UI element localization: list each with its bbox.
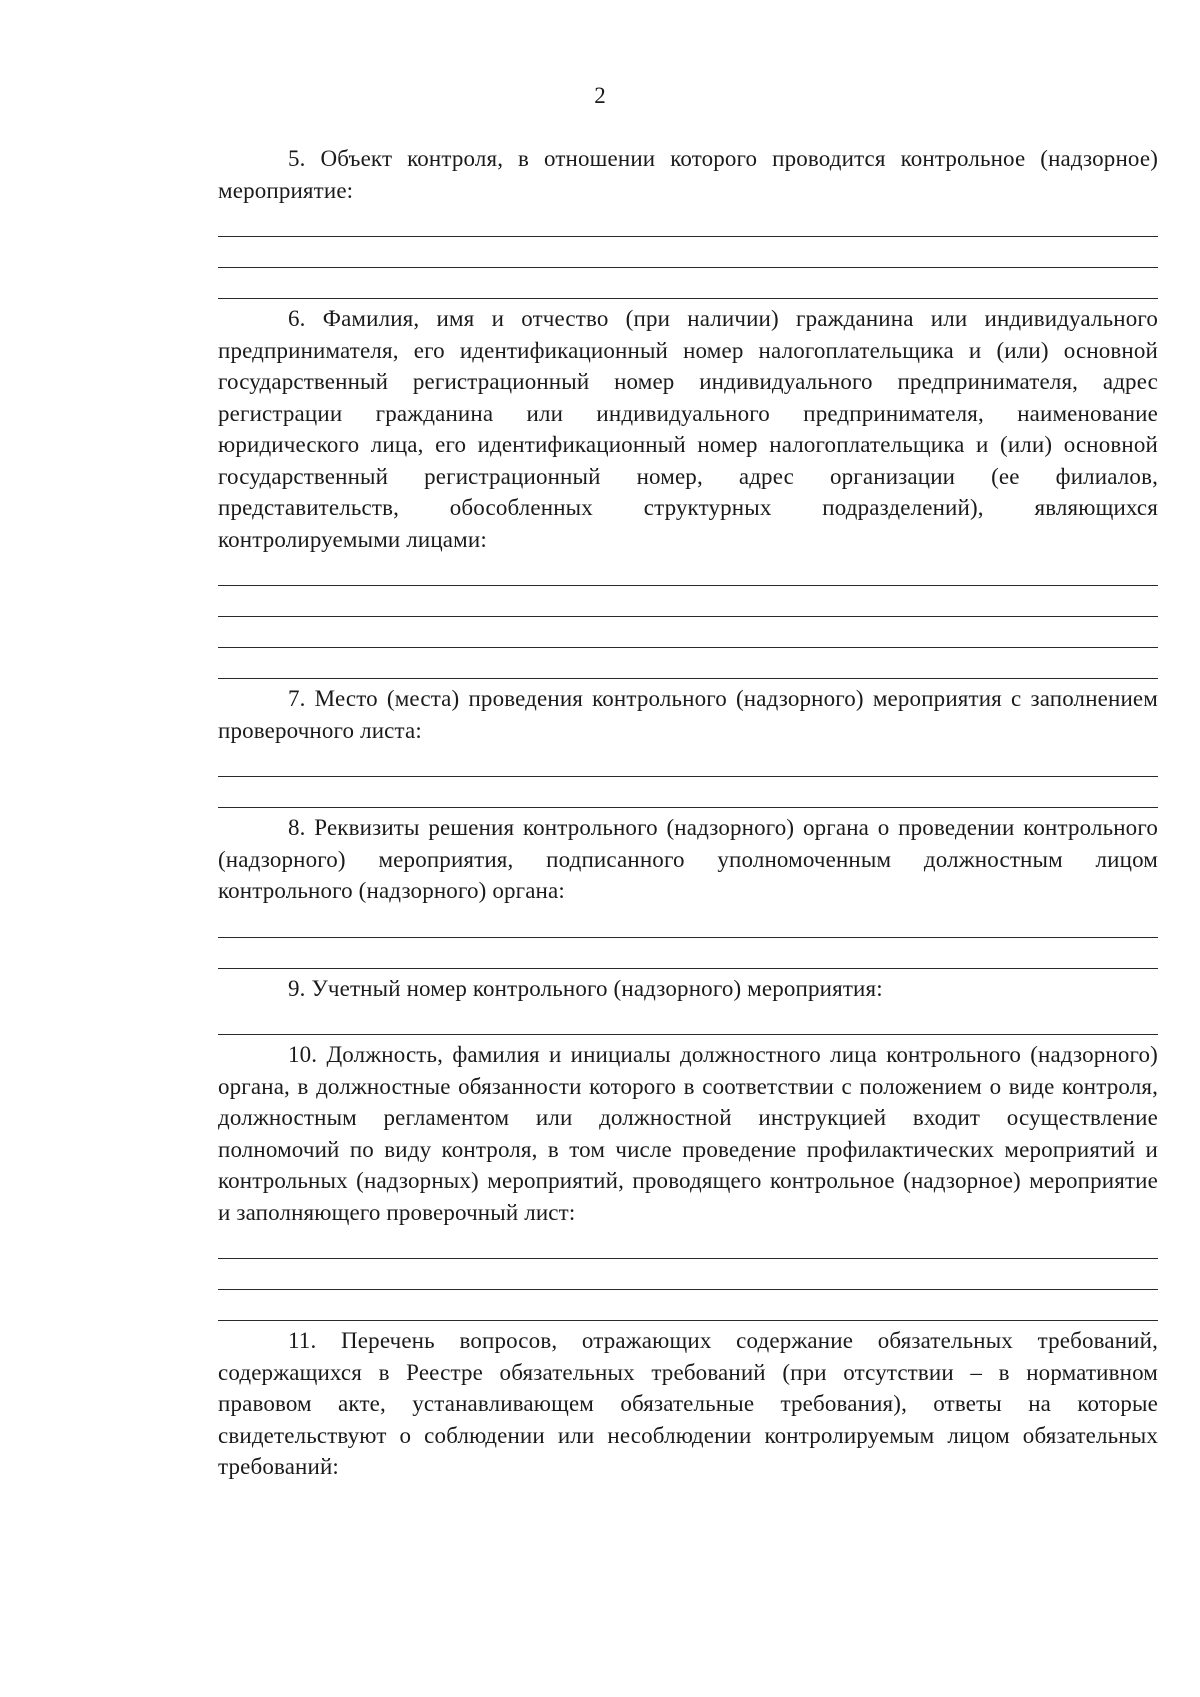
fill-line[interactable] <box>218 1259 1158 1290</box>
section-9-text: 9. Учетный номер контрольного (надзорного) мероприятия: <box>288 975 883 1001</box>
fill-line[interactable] <box>218 555 1158 586</box>
form-sections <box>218 143 1158 1483</box>
section-11-text: 11. Перечень вопросов, отражающих содержание обязательных требований, содержащихся в Реестре обязательных требований (при отсутствии – в нормативном правовом акте, устанавливающем обязательные требования), ответы на которые свидетельствуют о соблюдении или несоблюдении контролируемым лицом обязательных требований: <box>218 1328 1158 1479</box>
fill-line[interactable] <box>218 586 1158 617</box>
section-6 <box>218 303 1158 679</box>
section-7-fill-lines[interactable] <box>218 746 1158 808</box>
section-6-text: 6. Фамилия, имя и отчество (при наличии) гражданина или индивидуального предпринимателя, его идентификационный номер налогоплательщика и (или) основной государственный регистрационный номер индивидуального предпринимателя, адрес регистрации гражданина или индивидуального предпринимателя, наименование юридического лица, его идентификационный номер налогоплательщика и (или) основной государственный регистрационный номер, адрес организации (ее филиалов, представительств, обособленных структурных подразделений), являющихся контролируемыми лицами: <box>218 306 1158 552</box>
section-5-fill-lines[interactable] <box>218 206 1158 299</box>
section-8 <box>218 812 1158 969</box>
section-6-fill-lines[interactable] <box>218 555 1158 679</box>
fill-line[interactable] <box>218 1228 1158 1259</box>
section-9-fill-lines[interactable] <box>218 1004 1158 1035</box>
fill-line[interactable] <box>218 1290 1158 1321</box>
fill-line[interactable] <box>218 1004 1158 1035</box>
section-9 <box>218 973 1158 1036</box>
fill-line[interactable] <box>218 777 1158 808</box>
section-8-fill-lines[interactable] <box>218 907 1158 969</box>
section-11 <box>218 1325 1158 1483</box>
section-10-text: 10. Должность, фамилия и инициалы должностного лица контрольного (надзорного) органа, в должностные обязанности которого в соответствии с положением о виде контроля, должностным регламентом или должностной инструкцией входит осуществление полномочий по виду контроля, в том числе проведение профилактических мероприятий и контрольных (надзорных) мероприятий, проводящего контрольное (надзорное) мероприятие и заполняющего проверочный лист: <box>218 1042 1158 1225</box>
section-7-text: 7. Место (места) проведения контрольного (надзорного) мероприятия с заполнением проверочного листа: <box>218 686 1158 743</box>
page-number: 2 <box>594 83 606 108</box>
fill-line[interactable] <box>218 648 1158 679</box>
fill-line[interactable] <box>218 268 1158 299</box>
fill-line[interactable] <box>218 907 1158 938</box>
section-8-text: 8. Реквизиты решения контрольного (надзорного) органа о проведении контрольного (надзорного) мероприятия, подписанного уполномоченным должностным лицом контрольного (надзорного) органа: <box>218 815 1158 903</box>
section-10 <box>218 1039 1158 1321</box>
section-10-fill-lines[interactable] <box>218 1228 1158 1321</box>
section-5-text: 5. Объект контроля, в отношении которого проводится контрольное (надзорное) мероприятие: <box>218 146 1158 203</box>
fill-line[interactable] <box>218 206 1158 237</box>
fill-line[interactable] <box>218 938 1158 969</box>
fill-line[interactable] <box>218 617 1158 648</box>
fill-line[interactable] <box>218 746 1158 777</box>
section-7 <box>218 683 1158 808</box>
fill-line[interactable] <box>218 237 1158 268</box>
section-5 <box>218 143 1158 299</box>
